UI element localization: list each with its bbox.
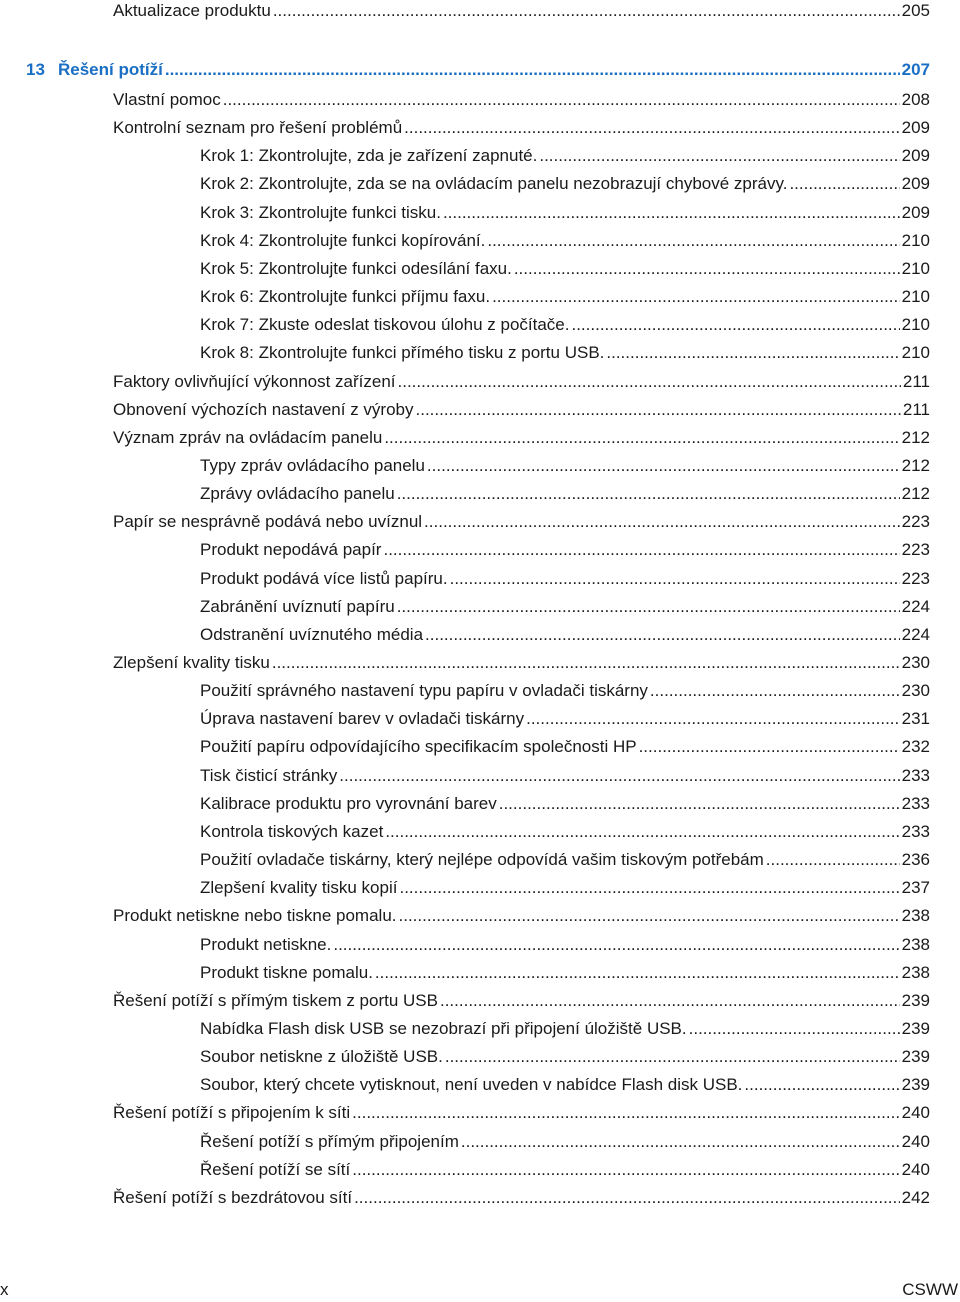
toc-dot-leader xyxy=(272,652,900,674)
toc-entry-title: Krok 1: Zkontrolujte, zda je zařízení zapnuté. xyxy=(200,146,538,165)
toc-page-number: 238 xyxy=(901,935,930,954)
toc-page-number: 239 xyxy=(901,1019,930,1038)
toc-dot-leader xyxy=(375,962,900,984)
toc-dot-leader xyxy=(354,1187,900,1209)
toc-page-number: 230 xyxy=(901,681,930,700)
toc-entry-title: Řešení potíží s přímým tiskem z portu USB xyxy=(113,991,438,1010)
toc-entry-title: Kontrolní seznam pro řešení problémů xyxy=(113,118,403,137)
toc-dot-leader xyxy=(333,934,899,956)
toc-page-number: 212 xyxy=(901,484,930,503)
toc-page-number: 240 xyxy=(901,1160,930,1179)
toc-entry-title: Zlepšení kvality tisku kopií xyxy=(200,878,398,897)
toc-dot-leader xyxy=(689,1018,900,1040)
toc-page-number: 242 xyxy=(901,1188,930,1207)
toc-dot-leader xyxy=(399,877,899,899)
toc-dot-leader xyxy=(450,568,900,590)
toc-dot-leader xyxy=(639,736,900,758)
toc-entry-title: Zabránění uvíznutí papíru xyxy=(200,597,395,616)
toc-entry[interactable] xyxy=(200,1046,930,1068)
toc-entry[interactable] xyxy=(200,934,930,956)
toc-entry[interactable] xyxy=(113,905,930,927)
toc-page-number: 211 xyxy=(902,400,930,419)
toc-dot-leader xyxy=(223,89,900,111)
toc-dot-leader xyxy=(165,59,900,81)
toc-entry-title: Krok 5: Zkontrolujte funkci odesílání faxu. xyxy=(200,259,512,278)
toc-page-number: 239 xyxy=(901,1075,930,1094)
toc-dot-leader xyxy=(443,202,900,224)
toc-page-number: 233 xyxy=(901,794,930,813)
toc-entry[interactable] xyxy=(200,314,930,336)
toc-entry-title: Význam zpráv na ovládacím panelu xyxy=(113,428,383,447)
toc-entry[interactable] xyxy=(200,708,930,730)
toc-entry-title: Produkt tiskne pomalu. xyxy=(200,963,373,982)
toc-entry[interactable] xyxy=(200,539,930,561)
toc-page-number: 223 xyxy=(901,569,930,588)
toc-page-number: 209 xyxy=(901,174,930,193)
toc-entry-title: Produkt nepodává papír xyxy=(200,540,382,559)
toc-entry[interactable] xyxy=(200,173,930,195)
toc-page-number: 209 xyxy=(901,118,930,137)
toc-page-number: 231 xyxy=(901,709,930,728)
toc-entry-title: Zprávy ovládacího panelu xyxy=(200,484,395,503)
toc-entry[interactable] xyxy=(200,962,930,984)
toc-entry[interactable] xyxy=(113,371,930,393)
toc-dot-leader xyxy=(399,905,900,927)
toc-page-number: 236 xyxy=(901,850,930,869)
toc-dot-leader xyxy=(492,286,900,308)
toc-entry-title: Vlastní pomoc xyxy=(113,90,221,109)
toc-entry-title: Produkt netiskne nebo tiskne pomalu. xyxy=(113,906,397,925)
toc-entry-title: Použití správného nastavení typu papíru v ovladači tiskárny xyxy=(200,681,648,700)
toc-entry-title: Produkt netiskne. xyxy=(200,935,332,954)
footer-document-code: CSWW xyxy=(902,1280,958,1299)
toc-entry[interactable] xyxy=(113,1187,930,1209)
toc-dot-leader xyxy=(499,793,900,815)
toc-page-number: 233 xyxy=(901,766,930,785)
toc-page-number: 238 xyxy=(901,906,930,925)
toc-entry-title: Aktualizace produktu xyxy=(113,1,271,20)
toc-entry[interactable] xyxy=(200,596,930,618)
toc-page-number: 208 xyxy=(901,90,930,109)
toc-dot-leader xyxy=(487,230,899,252)
toc-page-number: 240 xyxy=(901,1103,930,1122)
toc-entry-title: Použití papíru odpovídajícího specifikacím společnosti HP xyxy=(200,737,637,756)
toc-page-number: 230 xyxy=(901,653,930,672)
toc-page-number: 211 xyxy=(902,372,930,391)
toc-entry[interactable] xyxy=(200,258,930,280)
toc-entry-title: Krok 6: Zkontrolujte funkci příjmu faxu. xyxy=(200,287,491,306)
toc-dot-leader xyxy=(416,399,901,421)
toc-page-number: 210 xyxy=(901,287,930,306)
toc-page-number: 239 xyxy=(901,991,930,1010)
footer-page-number: x xyxy=(0,1280,9,1299)
toc-entry-title: Řešení potíží s připojením k síti xyxy=(113,1103,351,1122)
toc-dot-leader xyxy=(425,624,900,646)
toc-dot-leader xyxy=(398,371,901,393)
toc-entry[interactable] xyxy=(200,821,930,843)
toc-page-number: 210 xyxy=(901,231,930,250)
toc-dot-leader xyxy=(461,1131,900,1153)
toc-entry[interactable] xyxy=(200,1018,930,1040)
toc-dot-leader xyxy=(539,145,899,167)
toc-entry[interactable] xyxy=(113,1102,930,1124)
toc-entry-title: Produkt podává více listů papíru. xyxy=(200,569,448,588)
toc-page-number: 239 xyxy=(901,1047,930,1066)
toc-entry-title: Tisk čisticí stránky xyxy=(200,766,338,785)
toc-entry[interactable] xyxy=(200,230,930,252)
toc-entry-title: Kalibrace produktu pro vyrovnání barev xyxy=(200,794,497,813)
toc-entry[interactable] xyxy=(113,399,930,421)
toc-dot-leader xyxy=(352,1159,899,1181)
toc-chapter-number: 13 xyxy=(26,60,45,79)
toc-entry-title: Krok 8: Zkontrolujte funkci přímého tisku z portu USB. xyxy=(200,343,605,362)
toc-entry-title: Typy zpráv ovládacího panelu xyxy=(200,456,425,475)
toc-dot-leader xyxy=(383,539,899,561)
toc-dot-leader xyxy=(427,455,900,477)
toc-page-number: 232 xyxy=(901,737,930,756)
toc-entry[interactable] xyxy=(113,427,930,449)
toc-dot-leader xyxy=(789,173,899,195)
toc-dot-leader xyxy=(440,990,900,1012)
toc-entry-title: Řešení potíží xyxy=(58,60,163,79)
toc-entry-title: Krok 4: Zkontrolujte funkci kopírování. xyxy=(200,231,486,250)
toc-entry-title: Použití ovladače tiskárny, který nejlépe odpovídá vašim tiskovým potřebám xyxy=(200,850,764,869)
toc-entry[interactable] xyxy=(200,736,930,758)
toc-entry[interactable] xyxy=(200,1159,930,1181)
toc-entry[interactable] xyxy=(113,117,930,139)
toc-page-number: 210 xyxy=(901,259,930,278)
toc-page-number: 224 xyxy=(901,597,930,616)
toc-entry[interactable] xyxy=(200,1131,930,1153)
toc-dot-leader xyxy=(766,849,900,871)
toc-dot-leader xyxy=(404,117,899,139)
toc-entry-title: Faktory ovlivňující výkonnost zařízení xyxy=(113,372,396,391)
toc-dot-leader xyxy=(397,483,900,505)
toc-dot-leader xyxy=(384,427,899,449)
toc-entry[interactable] xyxy=(200,793,930,815)
toc-dot-leader xyxy=(606,342,899,364)
toc-entry[interactable] xyxy=(113,0,930,22)
toc-entry-title: Zlepšení kvality tisku xyxy=(113,653,270,672)
toc-entry-title: Obnovení výchozích nastavení z výroby xyxy=(113,400,414,419)
toc-entry-title: Krok 3: Zkontrolujte funkci tisku. xyxy=(200,203,441,222)
toc-entry-title: Řešení potíží s přímým připojením xyxy=(200,1132,459,1151)
toc-entry-title: Řešení potíží se sítí xyxy=(200,1160,351,1179)
toc-entry-title: Krok 7: Zkuste odeslat tiskovou úlohu z počítače. xyxy=(200,315,570,334)
toc-entry[interactable] xyxy=(113,89,930,111)
toc-entry-title: Krok 2: Zkontrolujte, zda se na ovládacím panelu nezobrazují chybové zprávy. xyxy=(200,174,788,193)
toc-entry[interactable] xyxy=(200,286,930,308)
toc-entry-title: Nabídka Flash disk USB se nezobrazí při připojení úložiště USB. xyxy=(200,1019,687,1038)
toc-entry[interactable] xyxy=(200,765,930,787)
toc-entry-title: Úprava nastavení barev v ovladači tiskárny xyxy=(200,709,525,728)
toc-entry[interactable] xyxy=(200,342,930,364)
toc-entry[interactable] xyxy=(200,849,930,871)
toc-page-number: 224 xyxy=(901,625,930,644)
toc-page-number: 205 xyxy=(901,1,930,20)
toc-dot-leader xyxy=(352,1102,899,1124)
toc-dot-leader xyxy=(514,258,900,280)
toc-page-number: 240 xyxy=(901,1132,930,1151)
toc-entry[interactable] xyxy=(113,990,930,1012)
toc-page-number: 207 xyxy=(901,60,930,79)
toc-dot-leader xyxy=(744,1074,899,1096)
toc-dot-leader xyxy=(339,765,899,787)
toc-entry[interactable] xyxy=(200,1074,930,1096)
toc-page-number: 212 xyxy=(901,428,930,447)
toc-entry-title: Kontrola tiskových kazet xyxy=(200,822,384,841)
toc-page-number: 237 xyxy=(901,878,930,897)
toc-dot-leader xyxy=(526,708,900,730)
toc-entry-title: Soubor, který chcete vytisknout, není uveden v nabídce Flash disk USB. xyxy=(200,1075,743,1094)
toc-page-number: 238 xyxy=(901,963,930,982)
toc-entry[interactable] xyxy=(113,511,930,533)
toc-entry-title: Odstranění uvíznutého média xyxy=(200,625,424,644)
toc-dot-leader xyxy=(385,821,899,843)
toc-page-number: 223 xyxy=(901,512,930,531)
toc-page-number: 210 xyxy=(901,315,930,334)
toc-dot-leader xyxy=(445,1046,900,1068)
toc-entry[interactable] xyxy=(200,877,930,899)
toc-entry[interactable] xyxy=(200,483,930,505)
toc-entry[interactable] xyxy=(200,680,930,702)
toc-page-number: 223 xyxy=(901,540,930,559)
toc-entry[interactable] xyxy=(200,455,930,477)
toc-entry[interactable] xyxy=(200,145,930,167)
toc-entry[interactable] xyxy=(200,202,930,224)
toc-entry[interactable] xyxy=(200,624,930,646)
toc-chapter-entry[interactable] xyxy=(26,59,930,81)
toc-entry[interactable] xyxy=(200,568,930,590)
toc-page-number: 233 xyxy=(901,822,930,841)
toc-dot-leader xyxy=(571,314,899,336)
toc-dot-leader xyxy=(650,680,900,702)
toc-page-number: 212 xyxy=(901,456,930,475)
toc-entry-title: Řešení potíží s bezdrátovou sítí xyxy=(113,1188,353,1207)
toc-entry-title: Soubor netiskne z úložiště USB. xyxy=(200,1047,443,1066)
toc-page-number: 209 xyxy=(901,203,930,222)
toc-entry-title: Papír se nesprávně podává nebo uvíznul xyxy=(113,512,423,531)
toc-dot-leader xyxy=(273,0,900,22)
toc-dot-leader xyxy=(424,511,900,533)
toc-page-number: 209 xyxy=(901,146,930,165)
toc-dot-leader xyxy=(397,596,900,618)
toc-entry[interactable] xyxy=(113,652,930,674)
toc-page-number: 210 xyxy=(901,343,930,362)
